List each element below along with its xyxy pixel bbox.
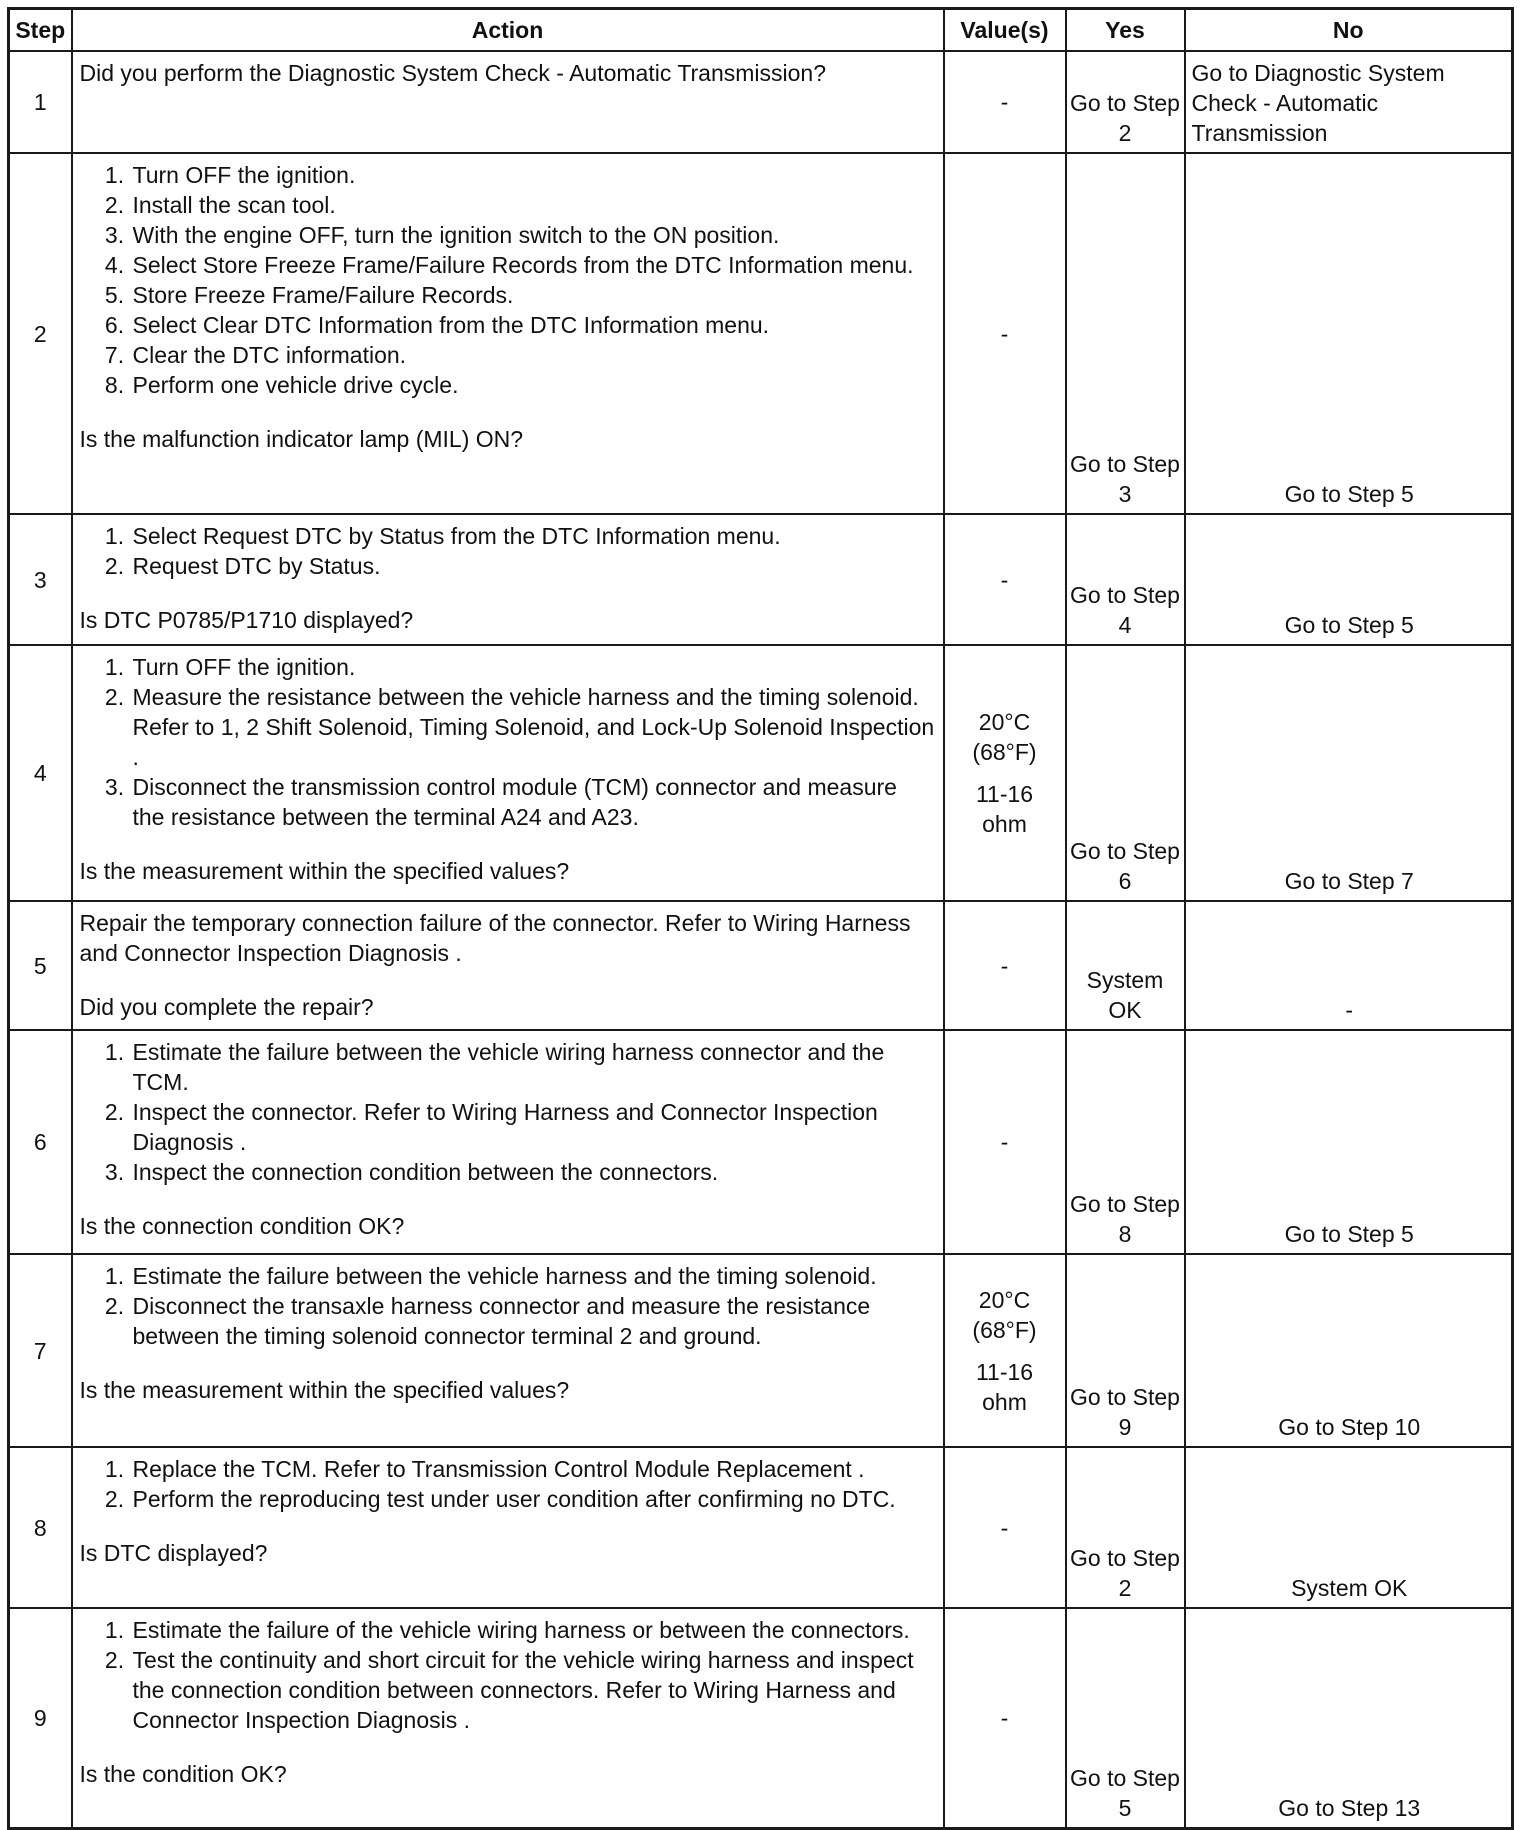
step-number: 8	[9, 1447, 72, 1608]
action-step: 1. Replace the TCM. Refer to Transmission Control Module Replacement .	[131, 1454, 935, 1484]
action-step: 2. Request DTC by Status.	[131, 551, 935, 581]
action-steps-list	[80, 1454, 935, 1514]
no-cell: -	[1185, 901, 1513, 1030]
action-question: Did you perform the Diagnostic System Check - Automatic Transmission?	[79, 60, 827, 86]
action-steps-list	[80, 521, 935, 581]
value-cell: -	[944, 51, 1066, 153]
no-cell: Go to Step 13	[1185, 1608, 1513, 1828]
diagnostic-table-container	[7, 7, 1514, 1830]
action-cell	[72, 901, 944, 1030]
action-step: 1. Estimate the failure between the vehicle harness and the timing solenoid.	[131, 1261, 935, 1291]
yes-cell: System OK	[1066, 901, 1185, 1030]
step-number: 5	[9, 901, 72, 1030]
yes-cell: Go to Step 6	[1066, 645, 1185, 901]
value-cell: -	[944, 153, 1066, 514]
table-row	[9, 514, 1513, 645]
header-yes: Yes	[1066, 9, 1185, 52]
action-question: Is the measurement within the specified values?	[79, 1377, 570, 1403]
action-step: 1. Turn OFF the ignition.	[131, 160, 935, 190]
action-step: 4. Select Store Freeze Frame/Failure Records from the DTC Information menu.	[131, 250, 935, 280]
action-question: Is DTC displayed?	[79, 1540, 268, 1566]
no-cell: Go to Step 5	[1185, 514, 1513, 645]
table-row	[9, 153, 1513, 514]
no-cell: Go to Step 10	[1185, 1254, 1513, 1447]
action-steps-list	[80, 1037, 935, 1187]
table-row	[9, 1030, 1513, 1254]
action-cell	[72, 1608, 944, 1828]
action-question: Is the malfunction indicator lamp (MIL) ON?	[79, 426, 524, 452]
action-step: 8. Perform one vehicle drive cycle.	[131, 370, 935, 400]
action-cell	[72, 1254, 944, 1447]
yes-cell: Go to Step 8	[1066, 1030, 1185, 1254]
action-steps-list	[80, 1615, 935, 1735]
value-cell	[944, 1254, 1066, 1447]
action-question: Is the condition OK?	[79, 1761, 287, 1787]
step-number: 3	[9, 514, 72, 645]
action-instruction: Repair the temporary connection failure of the connector. Refer to Wiring Harness and Connector Inspection Diagnosis .	[79, 910, 911, 966]
step-number: 7	[9, 1254, 72, 1447]
header-no: No	[1185, 9, 1513, 52]
header-values: Value(s)	[944, 9, 1066, 52]
action-step: 2. Install the scan tool.	[131, 190, 935, 220]
yes-cell: Go to Step 2	[1066, 1447, 1185, 1608]
action-step: 2. Disconnect the transaxle harness connector and measure the resistance between the timing solenoid connector terminal 2 and ground.	[131, 1291, 935, 1351]
table-row	[9, 1447, 1513, 1608]
action-step: 1. Estimate the failure between the vehicle wiring harness connector and the TCM.	[131, 1037, 935, 1097]
value-temperature: 20°C (68°F)	[972, 1286, 1037, 1343]
value-cell: -	[944, 1608, 1066, 1828]
action-step: 2. Perform the reproducing test under user condition after confirming no DTC.	[131, 1484, 935, 1514]
table-row	[9, 901, 1513, 1030]
yes-cell: Go to Step 9	[1066, 1254, 1185, 1447]
action-cell	[72, 645, 944, 901]
header-row	[9, 9, 1513, 52]
action-steps-list	[80, 652, 935, 832]
action-cell	[72, 153, 944, 514]
step-number: 1	[9, 51, 72, 153]
value-cell: -	[944, 901, 1066, 1030]
action-step: 2. Inspect the connector. Refer to Wiring Harness and Connector Inspection Diagnosis .	[131, 1097, 935, 1157]
table-row	[9, 645, 1513, 901]
action-question: Is the measurement within the specified values?	[79, 858, 570, 884]
table-row	[9, 51, 1513, 153]
no-cell: Go to Step 7	[1185, 645, 1513, 901]
no-cell: Go to Step 5	[1185, 1030, 1513, 1254]
action-step: 2. Test the continuity and short circuit for the vehicle wiring harness and inspect the connection condition between connectors. Refer to Wiring Harness and Connector Inspection Diagnosis .	[131, 1645, 935, 1735]
value-cell: -	[944, 514, 1066, 645]
value-cell	[944, 645, 1066, 901]
action-question: Is the connection condition OK?	[79, 1213, 405, 1239]
action-step: 7. Clear the DTC information.	[131, 340, 935, 370]
action-cell	[72, 514, 944, 645]
header-action: Action	[72, 9, 944, 52]
action-step: 1. Select Request DTC by Status from the DTC Information menu.	[131, 521, 935, 551]
action-cell	[72, 51, 944, 153]
yes-cell: Go to Step 2	[1066, 51, 1185, 153]
action-question: Is DTC P0785/P1710 displayed?	[79, 607, 414, 633]
value-resistance: 11-16 ohm	[975, 781, 1034, 837]
yes-cell: Go to Step 3	[1066, 153, 1185, 514]
action-cell	[72, 1030, 944, 1254]
no-cell: Go to Step 5	[1185, 153, 1513, 514]
table-row	[9, 1608, 1513, 1828]
action-step: 3. Disconnect the transmission control module (TCM) connector and measure the resistance between the terminal A24 and A23.	[131, 772, 935, 832]
diagnostic-table	[7, 7, 1514, 1830]
no-cell: Go to Diagnostic System Check - Automatic Transmission	[1185, 51, 1513, 153]
action-steps-list	[80, 1261, 935, 1351]
action-step: 5. Store Freeze Frame/Failure Records.	[131, 280, 935, 310]
step-number: 4	[9, 645, 72, 901]
action-step: 6. Select Clear DTC Information from the DTC Information menu.	[131, 310, 935, 340]
value-resistance: 11-16 ohm	[975, 1358, 1034, 1415]
value-cell: -	[944, 1447, 1066, 1608]
action-cell	[72, 1447, 944, 1608]
action-step: 2. Measure the resistance between the vehicle harness and the timing solenoid. Refer to 1, 2 Shift Solenoid, Timing Solenoid, and Lock-Up Solenoid Inspection .	[131, 682, 935, 772]
action-step: 1. Turn OFF the ignition.	[131, 652, 935, 682]
step-number: 6	[9, 1030, 72, 1254]
action-step: 1. Estimate the failure of the vehicle wiring harness or between the connectors.	[131, 1615, 935, 1645]
action-steps-list	[80, 160, 935, 400]
no-cell: System OK	[1185, 1447, 1513, 1608]
yes-cell: Go to Step 4	[1066, 514, 1185, 645]
yes-cell: Go to Step 5	[1066, 1608, 1185, 1828]
action-question: Did you complete the repair?	[79, 994, 374, 1020]
action-step: 3. Inspect the connection condition between the connectors.	[131, 1157, 935, 1187]
header-step: Step	[9, 9, 72, 52]
action-step: 3. With the engine OFF, turn the ignition switch to the ON position.	[131, 220, 935, 250]
table-row	[9, 1254, 1513, 1447]
value-cell: -	[944, 1030, 1066, 1254]
value-temperature: 20°C (68°F)	[972, 709, 1037, 765]
step-number: 9	[9, 1608, 72, 1828]
step-number: 2	[9, 153, 72, 514]
